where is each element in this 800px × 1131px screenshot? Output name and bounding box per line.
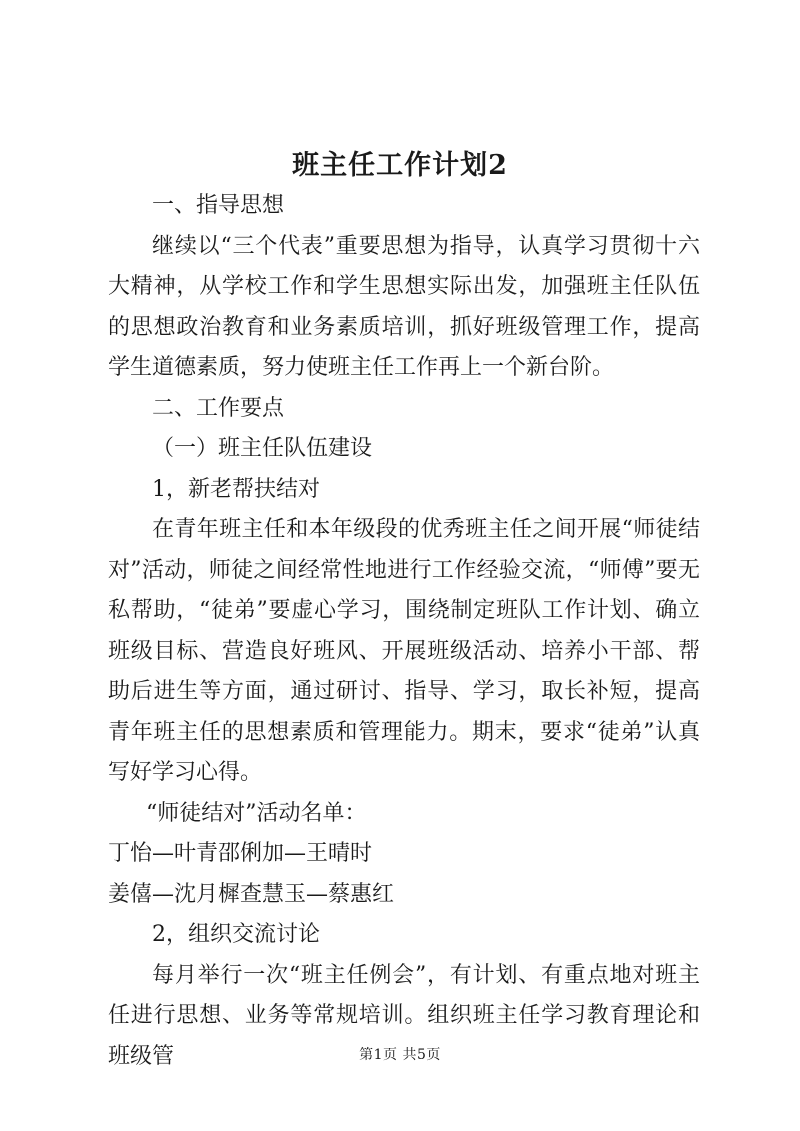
paragraph-mentoring: 在青年班主任和本年级段的优秀班主任之间开展“师徒结对”活动，师徒之间经常性地进行工作经验交流，“师傅”要无私帮助，“徒弟”要虚心学习，围绕制定班队工作计划、确立班级目标、营造良好班风、开展班级活动、培养小干部、帮助后进生等方面，通过研讨、指导、学习，取长补短，提高青年班主任的思想素质和管理能力。期末，要求“徒弟”认真写好学习心得。: [108, 517, 700, 785]
section-heading-work-points: 二、工作要点: [152, 395, 285, 421]
item-heading-discussion: 2，组织交流讨论: [152, 922, 320, 947]
document-title: 班主任工作计划2: [292, 150, 508, 181]
page-footer: 第1页 共5页: [359, 1047, 441, 1063]
mentoring-list-heading: “师徒结对”活动名单：: [146, 800, 367, 826]
document-body: [108, 186, 700, 1077]
item-heading-mentoring: 1，新老帮扶结对: [152, 476, 320, 502]
section-heading-guiding-thought: 一、指导思想: [152, 193, 285, 218]
mentoring-pair-line-2: 姜僖—沈月樨查慧玉—蔡惠红: [108, 881, 395, 907]
paragraph-guiding-thought: 继续以“三个代表”重要思想为指导，认真学习贯彻十六大精神，从学校工作和学生思想实际出发，加强班主任队伍的思想政治教育和业务素质培训，抓好班级管理工作，提高学生道德素质，努力使班主任工作再上一个新台阶。: [108, 233, 700, 380]
mentoring-pair-line-1: 丁怡—叶青邵俐加—王晴时: [108, 841, 373, 866]
subsection-heading-team-building: （一）班主任队伍建设: [152, 436, 373, 461]
paragraph-discussion: 每月举行一次“班主任例会”，有计划、有重点地对班主任进行思想、业务等常规培训。组织班主任学习教育理论和班级管: [108, 962, 700, 1069]
